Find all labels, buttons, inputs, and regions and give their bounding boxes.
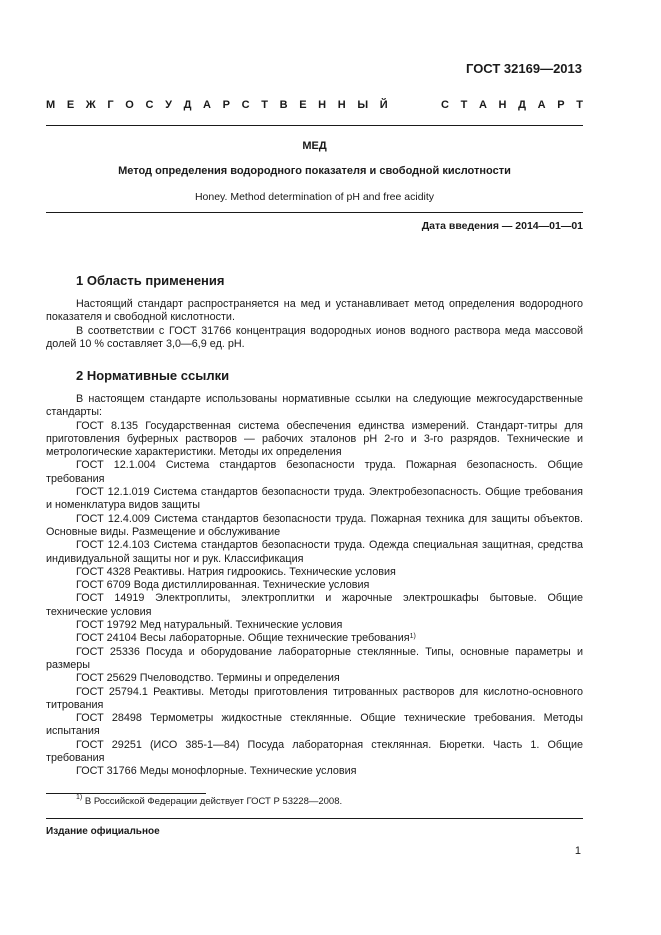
banner-letter: Р <box>222 99 230 111</box>
footer-divider <box>46 818 583 819</box>
reference-item <box>46 632 583 645</box>
banner-spacer <box>399 99 429 111</box>
banner-letter: Д <box>183 99 192 111</box>
banner-letter: Н <box>337 99 346 111</box>
banner-letter: Е <box>299 99 307 111</box>
footnote-text: В Российской Федерации действует ГОСТ Р 53228—2008. <box>84 796 343 807</box>
section-2-heading: 2 Нормативные ссылки <box>76 368 230 383</box>
reference-item: ГОСТ 6709 Вода дистиллированная. Технические условия <box>76 579 370 592</box>
banner-letter: Й <box>379 99 388 111</box>
interstate-standard-banner <box>46 99 583 111</box>
reference-item: ГОСТ 12.4.009 Система стандартов безопасности труда. Пожарная техника для защиты объектов. Основные виды. Размещение и обслуживание <box>46 512 583 538</box>
banner-letter: С <box>145 99 154 111</box>
standard-code: ГОСТ 32169—2013 <box>466 61 582 76</box>
reference-item: ГОСТ 12.4.103 Система стандартов безопасности труда. Одежда специальная защитная, средства индивидуальной защиты ног и рук. Классификация <box>46 539 583 565</box>
banner-letter: Д <box>518 99 526 111</box>
banner-letter: Р <box>557 99 565 111</box>
title-divider <box>46 212 583 213</box>
footnote-marker: 1) <box>76 794 83 801</box>
reference-item: ГОСТ 14919 Электроплиты, электроплитки и жарочные электрошкафы бытовые. Общие технические условия <box>46 592 583 618</box>
banner-letter: А <box>203 99 211 111</box>
banner-letter: А <box>537 99 546 111</box>
english-title: Honey. Method determination of pH and free acidity <box>194 191 435 203</box>
banner-letter: Ж <box>85 99 96 111</box>
reference-item: ГОСТ 8.135 Государственная система обеспечения единства измерений. Стандарт-титры для приготовления буферных растворов — рабочих эталонов рН 2-го и 3-го разрядов. Технические и метрологические характеристики. Методы их определения <box>46 419 583 459</box>
banner-letter: Г <box>107 99 114 111</box>
footnote <box>76 796 342 807</box>
section-1-paragraph: Настоящий стандарт распространяется на мед и устанавливает метод определения водородного показателя и свободной кислотности. <box>46 298 583 324</box>
banner-letter: Т <box>576 99 583 111</box>
header-divider <box>46 125 583 126</box>
footnote-marker: 1) <box>409 633 416 641</box>
reference-item: ГОСТ 25629 Пчеловодство. Термины и определения <box>76 672 340 685</box>
banner-letter: Н <box>498 99 507 111</box>
banner-letter: С <box>440 99 449 111</box>
banner-letter: Н <box>318 99 327 111</box>
reference-item: ГОСТ 4328 Реактивы. Натрия гидроокись. Технические условия <box>76 565 396 578</box>
section-1-paragraph: В соответствии с ГОСТ 31766 концентрация водородных ионов водного раствора меда массовой долей 10 % составляет 3,0—6,9 ед. рН. <box>46 324 583 350</box>
reference-item: ГОСТ 29251 (ИСО 385-1—84) Посуда лабораторная стеклянная. Бюретки. Часть 1. Общие требования <box>46 738 583 765</box>
reference-item: ГОСТ 12.1.004 Система стандартов безопасности труда. Пожарная безопасность. Общие требования <box>46 459 583 485</box>
banner-letter: С <box>241 99 250 111</box>
document-title: МЕД <box>302 140 327 152</box>
reference-item: ГОСТ 31766 Меды монофлорные. Технические условия <box>76 765 357 778</box>
banner-letter: Т <box>261 99 268 111</box>
banner-letter: О <box>125 99 134 111</box>
official-edition-label: Издание официальное <box>46 826 160 837</box>
footnote-divider <box>46 793 206 794</box>
banner-letter: Т <box>460 99 468 111</box>
banner-letter: А <box>478 99 487 111</box>
section-1-heading: 1 Область применения <box>76 273 225 288</box>
reference-paragraph: В настоящем стандарте использованы нормативные ссылки на следующие межгосударственные стандарты: <box>46 393 583 419</box>
introduction-date: Дата введения — 2014—01—01 <box>421 220 583 232</box>
reference-item: ГОСТ 25336 Посуда и оборудование лабораторные стеклянные. Типы, основные параметры и размеры <box>46 645 583 671</box>
reference-item: ГОСТ 19792 Мед натуральный. Технические условия <box>76 619 343 632</box>
section-1-body <box>46 298 583 351</box>
reference-item: ГОСТ 25794.1 Реактивы. Методы приготовления титрованных растворов для кислотно-основного титрования <box>46 685 583 711</box>
reference-text: ГОСТ 24104 Весы лабораторные. Общие технические требования <box>76 632 410 645</box>
page-number: 1 <box>574 845 581 857</box>
banner-letter: У <box>165 99 172 111</box>
banner-letter: Ы <box>357 99 369 111</box>
reference-item: ГОСТ 28498 Термометры жидкостные стеклянные. Общие технические требования. Методы испытания <box>46 712 583 738</box>
reference-item: ГОСТ 12.1.019 Система стандартов безопасности труда. Электробезопасность. Общие требования и номенклатура видов защиты <box>46 486 583 512</box>
banner-letter: В <box>279 99 288 111</box>
banner-letter: Е <box>66 99 75 111</box>
document-subtitle: Метод определения водородного показателя и свободной кислотности <box>118 165 511 177</box>
banner-letter: М <box>46 99 56 111</box>
section-2-body <box>46 393 583 779</box>
